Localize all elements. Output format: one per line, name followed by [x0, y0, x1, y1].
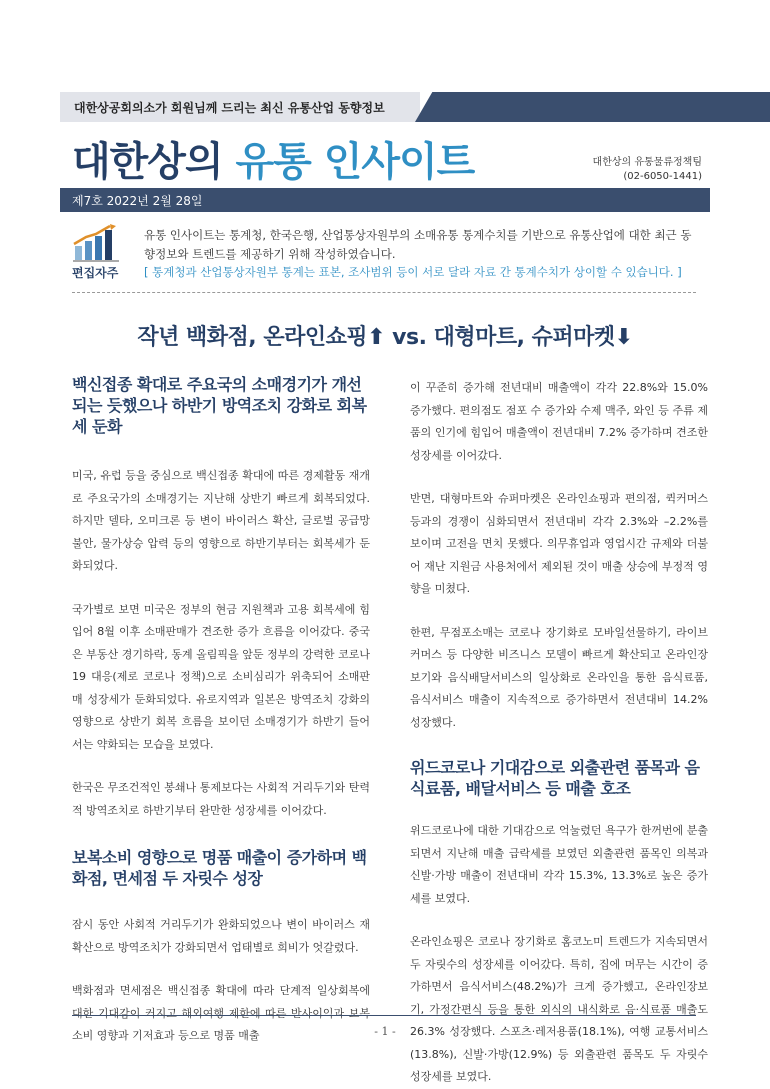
section-heading: 보복소비 영향으로 명품 매출이 증가하며 백화점, 면세점 두 자릿수 성장 — [72, 848, 367, 888]
issue-date: 제7호 2022년 2월 28일 — [72, 194, 203, 208]
editor-label: 편집자주 — [72, 266, 119, 280]
paragraph: 반면, 대형마트와 슈퍼마켓은 온라인쇼핑과 편의점, 퀵커머스 등과의 경쟁이 심화되면서 전년대비 각각 2.3%와 –2.2%를 보이며 고전을 면치 못했다. 의무휴업과 영업시간 규제와 더불어 재난 지원금 사용처에서 제외된 것이 매출 상승에 부정적 영향을 미쳤다. — [410, 492, 708, 595]
top-banner — [60, 92, 770, 122]
banner-dark-bar — [415, 92, 770, 122]
contact-info — [593, 156, 702, 184]
dashed-divider — [72, 292, 696, 293]
newsletter-title: 대한상의 유통 인사이트 — [72, 139, 475, 185]
paragraph: 이 꾸준히 증가해 전년대비 매출액이 각각 22.8%와 15.0% 증가했다. 편의점도 점포 수 증가와 수제 맥주, 와인 등 주류 제품의 인기에 힘입어 매출액이 전년대비 7.2% 증가하며 견조한 성장세를 이어갔다. — [410, 381, 708, 462]
footer-divider — [72, 1015, 696, 1016]
paragraph: 온라인쇼핑은 코로나 장기화로 홈코노미 트렌드가 지속되면서 두 자릿수의 성장세를 이어갔다. 특히, 집에 머무는 시간이 증가하면서 음식서비스(48.2%)가 크게 증가했고, 온라인장보기, 가정간편식 등을 통한 외식의 내식화로 음·식료품 매출도 26.3% 성장했다. 스포츠·레저용품(18.1%), 여행 교통서비스(13.8%), 신발·가방(12.9%) 등 외출관련 품목도 두 자릿수 성장세를 보였다. — [410, 935, 708, 1083]
right-column — [410, 377, 708, 1089]
contact-team: 대한상의 유통물류정책팀 — [592, 157, 702, 168]
editor-note-section — [72, 222, 702, 292]
paragraph: 국가별로 보면 미국은 정부의 현금 지원책과 고용 회복세에 힘입어 8월 이후 소매판매가 견조한 증가 흐름을 이어갔다. 중국은 부동산 경기하락, 동계 올림픽을 앞둔 정부의 강력한 코로나19 대응(제로 코로나 정책)으로 소비심리가 위축되어 소매판매 성장세가 둔화되었다. 유로지역과 일본은 방역조치 강화의 영향으로 상반기 회복 흐름을 보이던 소매경기가 하반기 들어서는 약화되는 모습을 보였다. — [72, 602, 370, 751]
left-column — [72, 374, 370, 1048]
section-heading: 위드코로나 기대감으로 외출관련 품목과 음식료품, 배달서비스 등 매출 호조 — [410, 758, 700, 798]
contact-phone: (02-6050-1441) — [623, 171, 702, 182]
paragraph: 한편, 무점포소매는 코로나 장기화로 모바일선물하기, 라이브커머스 등 다양한 비즈니스 모델이 빠르게 확산되고 온라인장보기와 음식배달서비스의 일상화로 온라인을 통한 음식료품, 음식서비스 매출이 지속적으로 증가하면서 전년대비 14.2% 성장했다. — [410, 625, 708, 729]
editor-description: 유통 인사이트는 통계청, 한국은행, 산업통상자원부의 소매유통 통계수치를 기반으로 유통산업에 대한 최근 동향정보와 트렌드를 제공하기 위해 작성하였습니다. — [144, 228, 692, 261]
bar-chart-icon — [72, 224, 122, 262]
paragraph: 위드코로나에 대한 기대감으로 억눌렸던 욕구가 한꺼번에 분출되면서 지난해 매출 급락세를 보였던 외출관련 품목인 의복과 신발·가방 매출이 전년대비 각각 15.3%, 13.3%로 높은 증가세를 보였다. — [410, 824, 708, 905]
editor-disclaimer: [ 통계청과 산업통상자원부 통계는 표본, 조사범위 등이 서로 달라 자료 간 통계수치가 상이할 수 있습니다. ] — [144, 265, 682, 279]
page-number: - 1 - — [374, 1025, 396, 1038]
title-row — [72, 130, 702, 184]
issue-bar — [60, 188, 710, 212]
paragraph: 한국은 무조건적인 봉쇄나 통제보다는 사회적 거리두기와 탄력적 방역조치로 하반기부터 완만한 성장세를 이어갔다. — [72, 781, 370, 817]
paragraph: 미국, 유럽 등을 중심으로 백신접종 확대에 따른 경제활동 재개로 주요국가의 소매경기는 지난해 상반기 빠르게 회복되었다. 하지만 델타, 오미크론 등 변이 바이러스 확산, 글로벌 공급망 불안, 물가상승 압력 등의 영향으로 하반기부터는 회복세가 둔화되었다. — [72, 469, 370, 572]
main-headline: 작년 백화점, 온라인쇼핑⬆ vs. 대형마트, 슈퍼마켓⬇ — [137, 325, 633, 350]
section-heading: 백신접종 확대로 주요국의 소매경기가 개선되는 듯했으나 하반기 방역조치 강화로 회복세 둔화 — [72, 375, 367, 436]
paragraph: 백화점과 면세점은 백신접종 확대에 따라 단계적 일상회복에 대한 기대감이 커지고 해외여행 제한에 따른 반사이익과 보복소비 영향과 기저효과 등으로 명품 매출 — [72, 984, 370, 1042]
banner-tagline: 대한상공회의소가 회원님께 드리는 최신 유통산업 동향정보 — [74, 101, 385, 115]
paragraph: 잠시 동안 사회적 거리두기가 완화되었으나 변이 바이러스 재확산으로 방역조치가 강화되면서 업태별로 희비가 엇갈렸다. — [72, 918, 370, 954]
